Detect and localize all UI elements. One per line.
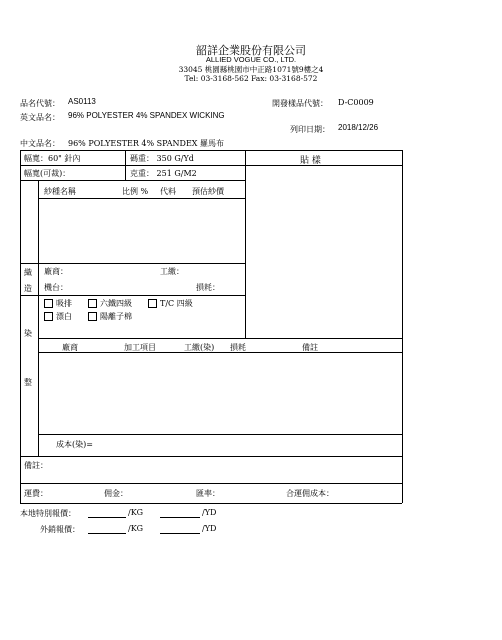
print-date-label: 列印日期：: [290, 125, 330, 134]
tc-grade4-checkbox[interactable]: [148, 299, 157, 308]
dye-cost-label: 成本(染)=: [56, 440, 93, 449]
six-iron-grade4-checkbox-label: 六鐵四級: [100, 299, 132, 308]
exchange-rate-label: 匯率：: [196, 489, 220, 498]
company-name-zh: 韶詳企業股份有限公司: [196, 44, 306, 57]
product-code: AS0113: [68, 97, 96, 106]
local-price-yd-unit: /YD: [202, 508, 217, 517]
company-tel-fax: Tel: 03-3168-562 Fax: 03-3168-572: [184, 74, 318, 83]
wicking-checkbox-label: 吸排: [56, 299, 72, 308]
yard-weight-label: 碼重： 350 G/Yd: [130, 154, 194, 163]
dyeing-side-label-1: 染: [24, 329, 32, 338]
fabric-width-label: 幅寬：60" 針內: [24, 154, 81, 163]
en-name: 96% POLYESTER 4% SPANDEX WICKING: [68, 111, 225, 120]
yarn-name-header: 紗種名稱: [44, 187, 76, 196]
dev-code: D-C0009: [338, 98, 374, 107]
process-item-header: 加工項目: [124, 343, 156, 352]
weaving-loss-label: 損耗：: [196, 283, 220, 292]
dye-remarks-header: 備註: [302, 343, 318, 352]
bleach-checkbox[interactable]: [44, 312, 53, 321]
remarks-label: 備註：: [24, 461, 48, 470]
product-code-label: 品名代號：: [20, 99, 60, 108]
export-price-yd-field[interactable]: [160, 533, 200, 534]
commission-label: 佣金：: [104, 489, 128, 498]
export-price-kg-unit: /KG: [128, 524, 144, 533]
substitute-header: 代料: [160, 187, 176, 196]
weaving-labor-label: 工繳：: [160, 267, 184, 276]
yarn-price-header: 預估紗價: [192, 187, 224, 196]
tc-grade4-checkbox-label: T/C 四級: [160, 299, 193, 308]
usable-width-label: 幅寬(可裁)：: [24, 169, 71, 178]
ratio-header: 比例 %: [122, 187, 149, 196]
swatch-label: 貼 樣: [300, 156, 321, 166]
weaving-side-label-2: 造: [24, 284, 32, 293]
dye-labor-header: 工繳(染): [184, 343, 215, 352]
wicking-checkbox[interactable]: [44, 299, 53, 308]
company-name-en: ALLIED VOGUE CO., LTD.: [205, 55, 297, 64]
bleach-checkbox-label: 漂白: [56, 312, 72, 321]
export-price-yd-unit: /YD: [202, 524, 217, 533]
export-price-label: 外銷報價：: [40, 525, 80, 534]
dev-code-label: 開發樣品代號：: [272, 99, 328, 108]
local-price-label: 本地特別報價：: [20, 509, 76, 518]
local-price-yd-field[interactable]: [160, 517, 200, 518]
total-cost-label: 合運佣成本：: [286, 489, 334, 498]
company-address: 33045 桃園縣桃園市中正路1071號9樓之4: [178, 65, 324, 74]
zh-name-label: 中文品名：: [20, 139, 60, 148]
gsm-label: 克重： 251 G/M2: [130, 169, 197, 178]
dye-loss-header: 損耗: [230, 343, 246, 352]
zh-name: 96% POLYESTER 4% SPANDEX 羅馬布: [68, 139, 225, 148]
export-price-kg-field[interactable]: [88, 533, 126, 534]
freight-label: 運費：: [24, 489, 48, 498]
cationic-cotton-checkbox-label: 陽離子棉: [100, 312, 132, 321]
local-price-kg-field[interactable]: [88, 517, 126, 518]
weaving-factory-label: 廠商：: [44, 267, 68, 276]
print-date: 2018/12/26: [338, 123, 379, 132]
local-price-kg-unit: /KG: [128, 508, 144, 517]
machine-label: 機台：: [44, 283, 68, 292]
dye-factory-header: 廠商: [62, 343, 78, 352]
cationic-cotton-checkbox[interactable]: [88, 312, 97, 321]
dyeing-side-label-2: 整: [24, 378, 32, 387]
six-iron-grade4-checkbox[interactable]: [88, 299, 97, 308]
en-name-label: 英文品名：: [20, 113, 60, 122]
weaving-side-label-1: 織: [24, 268, 32, 277]
